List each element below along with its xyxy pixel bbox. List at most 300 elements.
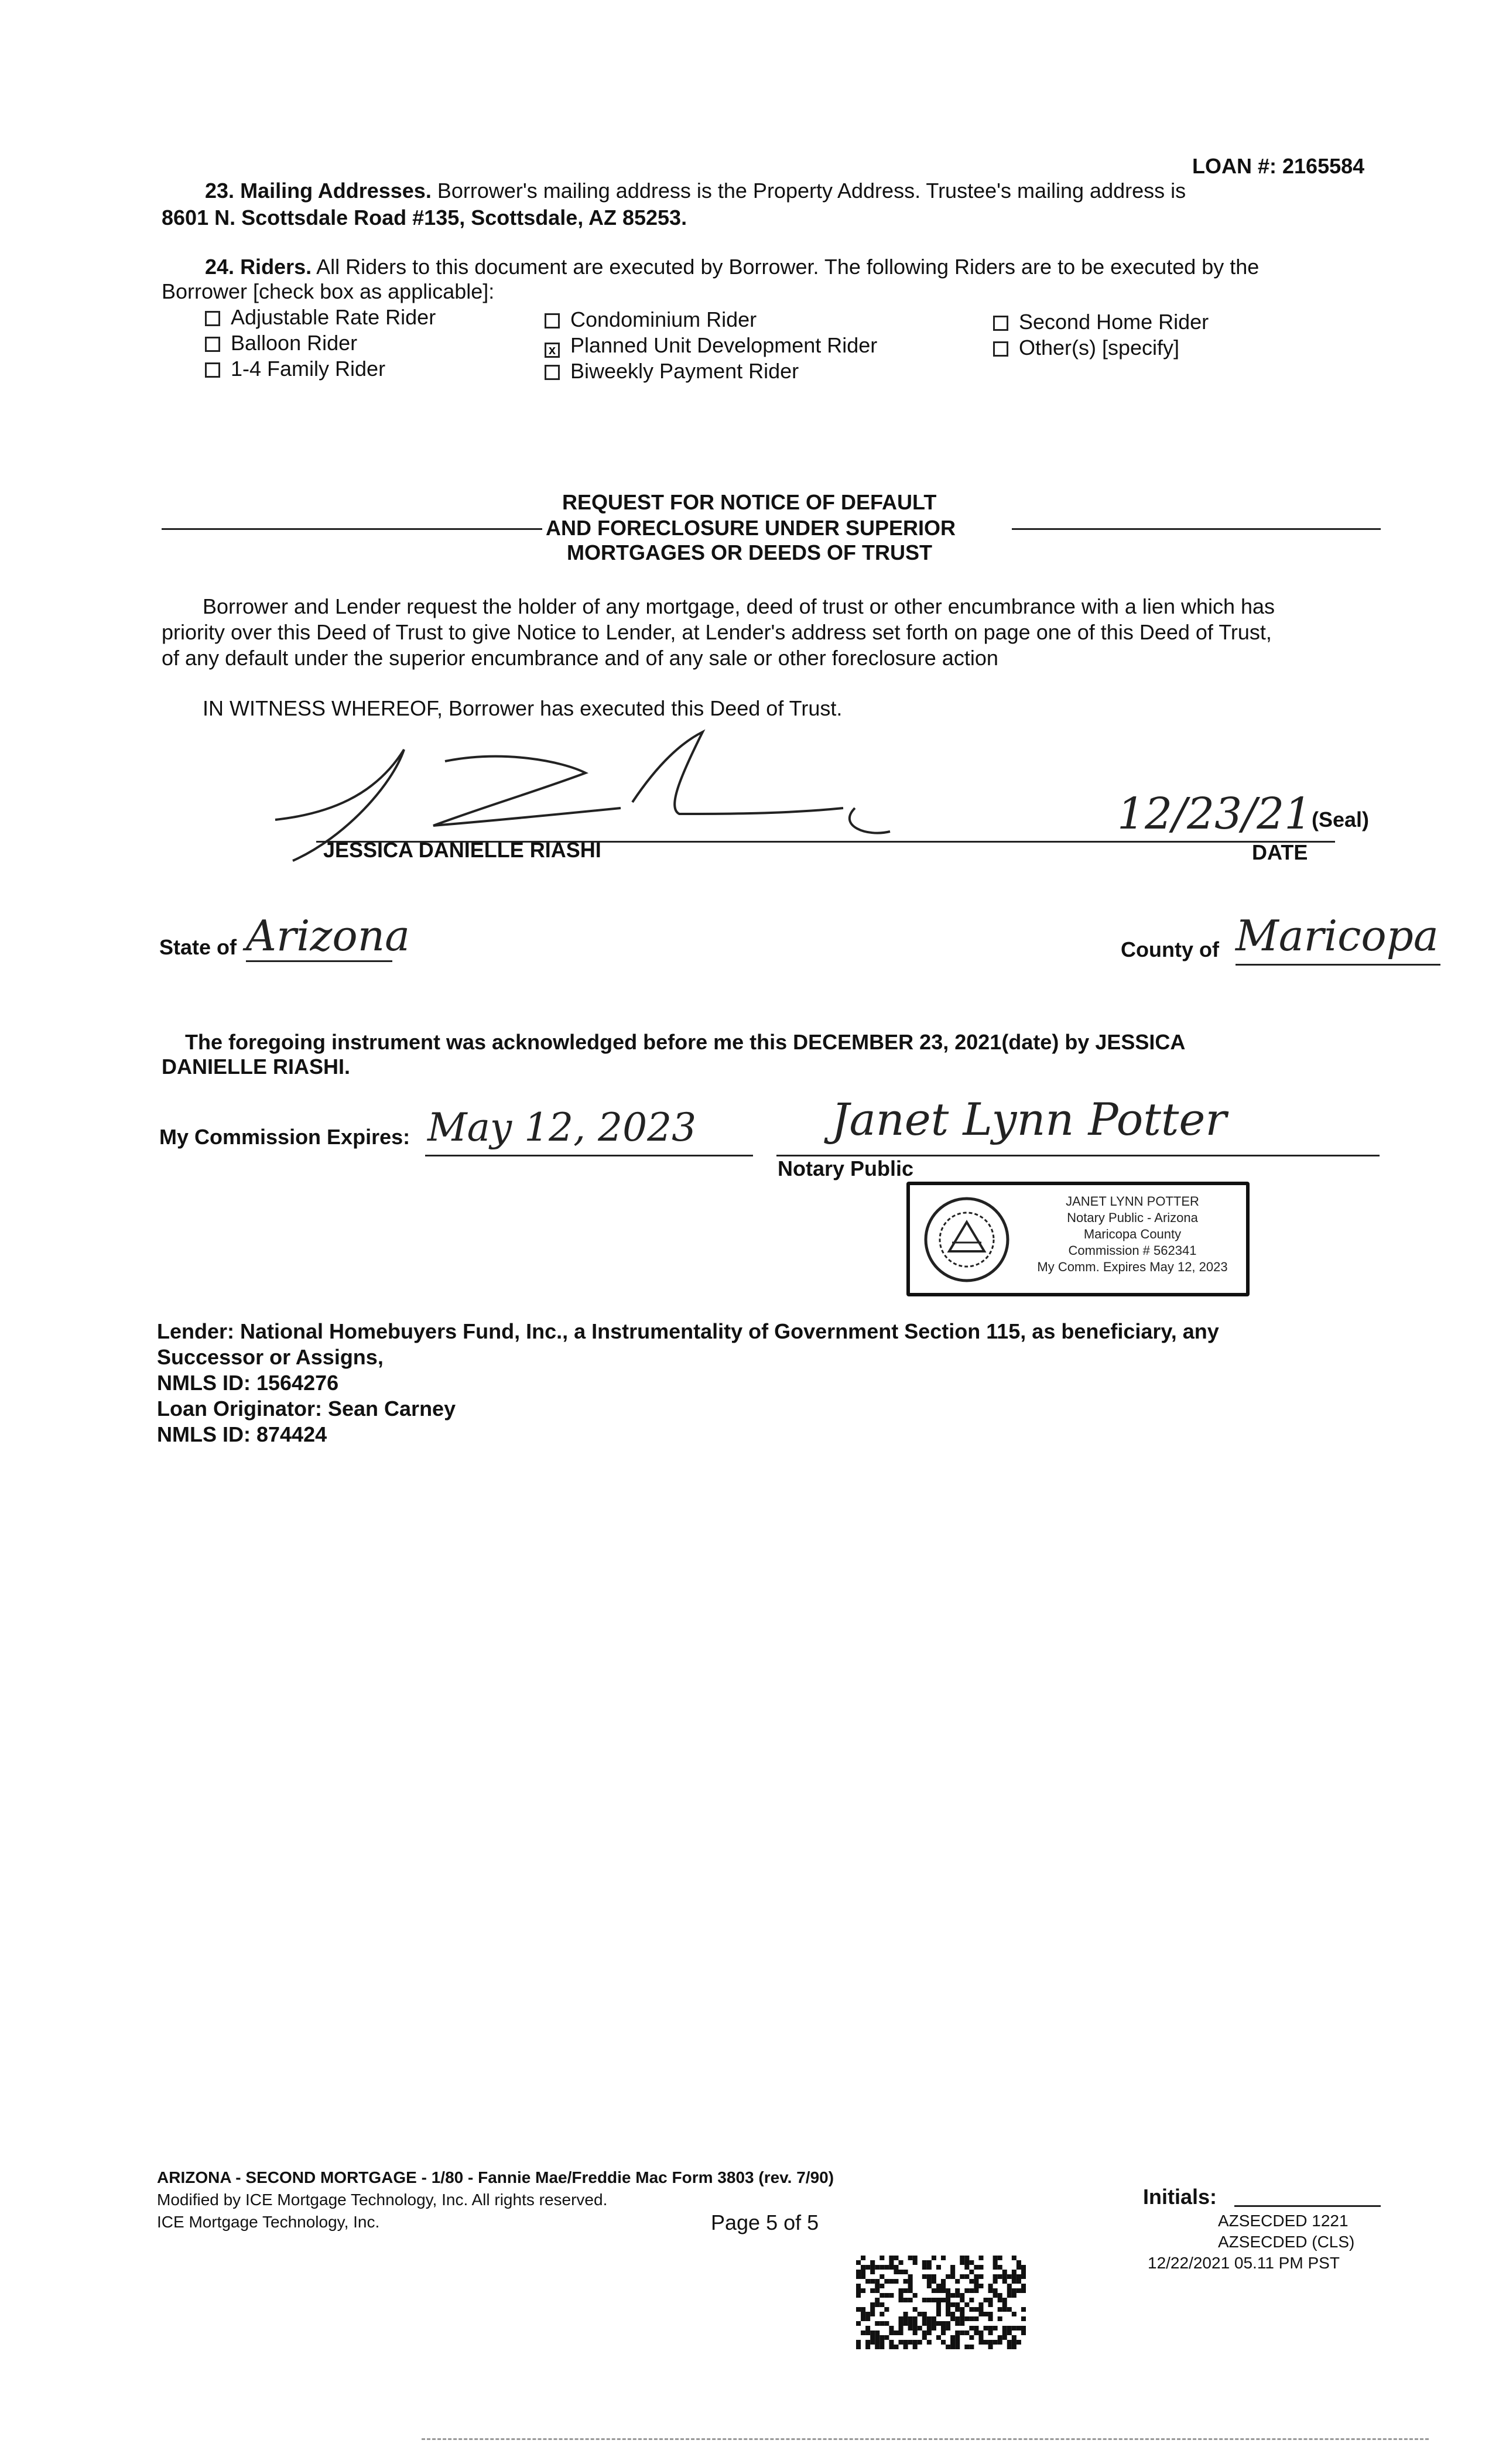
barcode-cell bbox=[927, 2279, 932, 2284]
barcode-cell bbox=[946, 2274, 950, 2279]
barcode-cell bbox=[879, 2321, 884, 2326]
request-body-1: Borrower and Lender request the holder of any mortgage, deed of trust or other encumbrance with a lien which has bbox=[203, 594, 1275, 618]
barcode-cell bbox=[922, 2274, 927, 2279]
barcode-cell bbox=[908, 2340, 913, 2345]
barcode-cell bbox=[998, 2307, 1002, 2312]
barcode-cell bbox=[998, 2316, 1002, 2321]
barcode-cell bbox=[913, 2256, 918, 2260]
barcode-cell bbox=[879, 2256, 884, 2260]
arizona-seal-icon bbox=[923, 1196, 1011, 1284]
barcode-cell bbox=[932, 2326, 936, 2330]
barcode-cell bbox=[856, 2345, 861, 2349]
barcode-cell bbox=[875, 2298, 879, 2302]
barcode-cell bbox=[894, 2265, 898, 2270]
barcode-cell bbox=[998, 2335, 1002, 2340]
barcode-cell bbox=[870, 2307, 875, 2312]
barcode-cell bbox=[913, 2326, 918, 2330]
barcode-cell bbox=[927, 2316, 932, 2321]
footer-code-2: AZSECDED (CLS) bbox=[1218, 2233, 1355, 2251]
barcode-cell bbox=[870, 2260, 875, 2265]
barcode-cell bbox=[875, 2330, 879, 2335]
barcode-cell bbox=[950, 2312, 955, 2316]
barcode-cell bbox=[879, 2312, 884, 2316]
barcode-cell bbox=[1012, 2270, 1017, 2274]
checkbox-icon[interactable] bbox=[993, 316, 1008, 331]
barcode-cell bbox=[1017, 2279, 1021, 2284]
barcode-cell bbox=[879, 2274, 884, 2279]
section-24-text-2: Borrower [check box as applicable]: bbox=[162, 279, 495, 303]
barcode-cell bbox=[927, 2321, 932, 2326]
barcode-cell bbox=[922, 2330, 927, 2335]
barcode-cell bbox=[913, 2307, 918, 2312]
page-number: Page 5 of 5 bbox=[711, 2210, 819, 2234]
barcode-icon bbox=[856, 2256, 1026, 2349]
barcode-cell bbox=[903, 2288, 908, 2293]
barcode-cell bbox=[960, 2330, 964, 2335]
loan-originator: Loan Originator: Sean Carney bbox=[157, 1397, 456, 1421]
barcode-cell bbox=[1007, 2293, 1012, 2298]
barcode-cell bbox=[941, 2298, 946, 2302]
barcode-cell bbox=[908, 2284, 913, 2288]
barcode-cell bbox=[879, 2340, 884, 2345]
barcode-cell bbox=[875, 2335, 879, 2340]
barcode-cell bbox=[974, 2330, 978, 2335]
lender-line-2: Successor or Assigns, bbox=[157, 1345, 384, 1369]
barcode-cell bbox=[913, 2330, 918, 2335]
rider-label: 1-4 Family Rider bbox=[231, 357, 386, 381]
barcode-cell bbox=[988, 2345, 993, 2349]
barcode-cell bbox=[889, 2260, 894, 2265]
barcode-cell bbox=[870, 2288, 875, 2293]
checkbox-icon[interactable] bbox=[993, 341, 1008, 357]
footer-code-1: AZSECDED 1221 bbox=[1218, 2212, 1349, 2230]
rider-second-home[interactable] bbox=[993, 309, 1209, 335]
checked-checkbox-icon[interactable]: x bbox=[545, 343, 560, 358]
notary-signature: Janet Lynn Potter bbox=[831, 1093, 1227, 1145]
barcode-cell bbox=[974, 2265, 978, 2270]
state-label: State of bbox=[159, 935, 237, 959]
barcode-cell bbox=[922, 2321, 927, 2326]
barcode-cell bbox=[875, 2284, 879, 2288]
barcode-cell bbox=[908, 2279, 913, 2284]
barcode-cell bbox=[1012, 2326, 1017, 2330]
barcode-cell bbox=[1021, 2330, 1026, 2335]
barcode-cell bbox=[950, 2302, 955, 2307]
request-title-1: REQUEST FOR NOTICE OF DEFAULT bbox=[562, 490, 937, 514]
request-body-2: priority over this Deed of Trust to give Notice to Lender, at Lender's address set forth on page one of this Deed of Trust, bbox=[162, 620, 1272, 644]
barcode-cell bbox=[964, 2274, 969, 2279]
section-24-text: All Riders to this document are executed by Borrower. The following Riders are to be executed by the bbox=[316, 255, 1260, 279]
barcode-cell bbox=[955, 2302, 960, 2307]
barcode-cell bbox=[1002, 2279, 1007, 2284]
barcode-cell bbox=[984, 2340, 988, 2345]
barcode-cell bbox=[927, 2340, 932, 2345]
barcode-cell bbox=[889, 2293, 894, 2298]
acknowledgment-line-1: The foregoing instrument was acknowledged before me this DECEMBER 23, 2021(date) by JESSICA bbox=[185, 1030, 1186, 1054]
rider-1-4-family[interactable] bbox=[205, 356, 385, 382]
barcode-cell bbox=[946, 2293, 950, 2298]
barcode-cell bbox=[993, 2293, 998, 2298]
barcode-cell bbox=[978, 2265, 983, 2270]
barcode-cell bbox=[875, 2340, 879, 2345]
barcode-cell bbox=[861, 2274, 865, 2279]
barcode-cell bbox=[884, 2307, 889, 2312]
initials-label: Initials: bbox=[1143, 2185, 1217, 2209]
barcode-cell bbox=[974, 2326, 978, 2330]
barcode-cell bbox=[978, 2284, 983, 2288]
barcode-cell bbox=[899, 2260, 903, 2265]
barcode-cell bbox=[889, 2345, 894, 2349]
barcode-cell bbox=[879, 2284, 884, 2288]
checkbox-icon[interactable] bbox=[205, 311, 220, 326]
barcode-cell bbox=[941, 2256, 946, 2260]
rider-label: Balloon Rider bbox=[231, 331, 358, 355]
barcode-cell bbox=[1021, 2284, 1026, 2288]
barcode-cell bbox=[946, 2307, 950, 2312]
footer-timestamp: 12/22/2021 05.11 PM PST bbox=[1148, 2254, 1340, 2272]
barcode-cell bbox=[889, 2279, 894, 2284]
barcode-cell bbox=[960, 2293, 964, 2298]
barcode-cell bbox=[936, 2265, 941, 2270]
barcode-cell bbox=[894, 2270, 898, 2274]
barcode-cell bbox=[899, 2293, 903, 2298]
barcode-cell bbox=[1012, 2335, 1017, 2340]
barcode-cell bbox=[941, 2279, 946, 2284]
section-24-heading: Riders. bbox=[240, 255, 312, 279]
acknowledgment-line-2: DANIELLE RIASHI. bbox=[162, 1055, 351, 1079]
barcode-cell bbox=[993, 2256, 998, 2260]
county-underline bbox=[1236, 964, 1440, 966]
barcode-cell bbox=[993, 2274, 998, 2279]
barcode-cell bbox=[884, 2279, 889, 2284]
barcode-cell bbox=[993, 2279, 998, 2284]
barcode-cell bbox=[1012, 2288, 1017, 2293]
section-24-number: 24. bbox=[205, 255, 235, 279]
barcode-cell bbox=[899, 2330, 903, 2335]
scan-edge-marks bbox=[422, 2438, 1429, 2440]
barcode-cell bbox=[969, 2316, 974, 2321]
barcode-cell bbox=[1021, 2307, 1026, 2312]
barcode-cell bbox=[1012, 2340, 1017, 2345]
barcode-cell bbox=[894, 2256, 898, 2260]
barcode-cell bbox=[1021, 2274, 1026, 2279]
barcode-cell bbox=[913, 2345, 918, 2349]
barcode-cell bbox=[978, 2340, 983, 2345]
barcode-cell bbox=[936, 2288, 941, 2293]
barcode-cell bbox=[960, 2256, 964, 2260]
barcode-cell bbox=[936, 2312, 941, 2316]
barcode-cell bbox=[918, 2312, 922, 2316]
barcode-cell bbox=[889, 2265, 894, 2270]
barcode-cell bbox=[1021, 2316, 1026, 2321]
barcode-cell bbox=[908, 2326, 913, 2330]
stamp-line: Notary Public - Arizona bbox=[1067, 1210, 1198, 1225]
barcode-cell bbox=[955, 2279, 960, 2284]
barcode-cell bbox=[856, 2321, 861, 2326]
barcode-cell bbox=[964, 2256, 969, 2260]
barcode-cell bbox=[946, 2288, 950, 2293]
barcode-cell bbox=[1012, 2345, 1017, 2349]
signature-date-handwritten: 12/23/21 bbox=[1117, 789, 1312, 839]
barcode-cell bbox=[993, 2340, 998, 2345]
barcode-cell bbox=[936, 2335, 941, 2340]
barcode-cell bbox=[1002, 2326, 1007, 2330]
barcode-cell bbox=[913, 2260, 918, 2265]
barcode-cell bbox=[889, 2256, 894, 2260]
barcode-cell bbox=[969, 2279, 974, 2284]
barcode-cell bbox=[974, 2316, 978, 2321]
barcode-cell bbox=[856, 2340, 861, 2345]
barcode-cell bbox=[927, 2274, 932, 2279]
barcode-cell bbox=[950, 2293, 955, 2298]
barcode-cell bbox=[1007, 2288, 1012, 2293]
barcode-cell bbox=[1007, 2340, 1012, 2345]
barcode-cell bbox=[950, 2265, 955, 2270]
barcode-cell bbox=[988, 2330, 993, 2335]
barcode-cell bbox=[969, 2345, 974, 2349]
barcode-cell bbox=[870, 2279, 875, 2284]
barcode-cell bbox=[908, 2274, 913, 2279]
barcode-cell bbox=[936, 2284, 941, 2288]
barcode-cell bbox=[875, 2345, 879, 2349]
stamp-line: Commission # 562341 bbox=[1068, 1243, 1197, 1258]
barcode-cell bbox=[879, 2335, 884, 2340]
barcode-cell bbox=[978, 2312, 983, 2316]
stamp-line: Maricopa County bbox=[1083, 1227, 1182, 1241]
barcode-cell bbox=[955, 2293, 960, 2298]
barcode-cell bbox=[955, 2321, 960, 2326]
rider-label: Other(s) [specify] bbox=[1019, 336, 1180, 360]
barcode-cell bbox=[922, 2260, 927, 2265]
notary-stamp bbox=[906, 1182, 1250, 1296]
barcode-cell bbox=[899, 2321, 903, 2326]
barcode-cell bbox=[974, 2284, 978, 2288]
barcode-cell bbox=[993, 2260, 998, 2265]
barcode-cell bbox=[879, 2345, 884, 2349]
barcode-cell bbox=[856, 2288, 861, 2293]
barcode-cell bbox=[908, 2256, 913, 2260]
barcode-cell bbox=[993, 2326, 998, 2330]
barcode-cell bbox=[946, 2345, 950, 2349]
barcode-cell bbox=[978, 2256, 983, 2260]
rider-balloon[interactable] bbox=[205, 330, 357, 356]
barcode-cell bbox=[955, 2288, 960, 2293]
rider-biweekly-payment[interactable] bbox=[545, 358, 799, 384]
barcode-cell bbox=[913, 2321, 918, 2326]
barcode-cell bbox=[927, 2260, 932, 2265]
barcode-cell bbox=[908, 2316, 913, 2321]
barcode-cell bbox=[950, 2316, 955, 2321]
barcode-cell bbox=[870, 2335, 875, 2340]
barcode-cell bbox=[1021, 2270, 1026, 2274]
barcode-cell bbox=[984, 2312, 988, 2316]
barcode-cell bbox=[875, 2265, 879, 2270]
barcode-cell bbox=[861, 2316, 865, 2321]
barcode-cell bbox=[927, 2284, 932, 2288]
barcode-cell bbox=[894, 2279, 898, 2284]
date-label: DATE bbox=[1252, 840, 1308, 864]
barcode-cell bbox=[1007, 2330, 1012, 2335]
barcode-cell bbox=[908, 2288, 913, 2293]
rider-adjustable-rate[interactable] bbox=[205, 304, 436, 330]
barcode-cell bbox=[903, 2340, 908, 2345]
barcode-cell bbox=[870, 2340, 875, 2345]
barcode-cell bbox=[978, 2330, 983, 2335]
barcode-cell bbox=[946, 2302, 950, 2307]
checkbox-icon[interactable] bbox=[545, 365, 560, 380]
barcode-cell bbox=[899, 2288, 903, 2293]
barcode-cell bbox=[899, 2270, 903, 2274]
barcode-cell bbox=[984, 2326, 988, 2330]
barcode-cell bbox=[899, 2326, 903, 2330]
loan-number: LOAN #: 2165584 bbox=[1192, 154, 1365, 178]
barcode-cell bbox=[955, 2307, 960, 2312]
lender-nmls: NMLS ID: 1564276 bbox=[157, 1371, 339, 1395]
barcode-cell bbox=[969, 2260, 974, 2265]
barcode-cell bbox=[913, 2340, 918, 2345]
barcode-cell bbox=[865, 2330, 870, 2335]
request-title-2: AND FORECLOSURE UNDER SUPERIOR bbox=[546, 516, 956, 540]
checkbox-icon[interactable] bbox=[205, 362, 220, 378]
barcode-cell bbox=[1007, 2326, 1012, 2330]
barcode-cell bbox=[1017, 2274, 1021, 2279]
initials-line bbox=[1234, 2205, 1381, 2207]
barcode-cell bbox=[1012, 2293, 1017, 2298]
barcode-cell bbox=[918, 2340, 922, 2345]
barcode-cell bbox=[870, 2330, 875, 2335]
barcode-cell bbox=[889, 2330, 894, 2335]
barcode-cell bbox=[865, 2312, 870, 2316]
barcode-cell bbox=[903, 2321, 908, 2326]
barcode-cell bbox=[861, 2270, 865, 2274]
barcode-cell bbox=[969, 2335, 974, 2340]
barcode-cell bbox=[950, 2335, 955, 2340]
barcode-cell bbox=[865, 2345, 870, 2349]
barcode-cell bbox=[1017, 2265, 1021, 2270]
barcode-cell bbox=[960, 2321, 964, 2326]
rider-planned-unit-development[interactable] bbox=[545, 333, 877, 358]
barcode-cell bbox=[1021, 2288, 1026, 2293]
barcode-cell bbox=[856, 2293, 861, 2298]
barcode-cell bbox=[861, 2288, 865, 2293]
barcode-cell bbox=[927, 2265, 932, 2270]
barcode-cell bbox=[932, 2298, 936, 2302]
barcode-cell bbox=[1002, 2274, 1007, 2279]
barcode-cell bbox=[856, 2270, 861, 2274]
barcode-cell bbox=[894, 2330, 898, 2335]
barcode-cell bbox=[946, 2312, 950, 2316]
barcode-cell bbox=[1017, 2326, 1021, 2330]
barcode-cell bbox=[927, 2326, 932, 2330]
barcode-cell bbox=[969, 2288, 974, 2293]
barcode-cell bbox=[941, 2340, 946, 2345]
barcode-cell bbox=[903, 2316, 908, 2321]
checkbox-icon[interactable] bbox=[545, 313, 560, 328]
barcode-cell bbox=[875, 2279, 879, 2284]
barcode-cell bbox=[941, 2288, 946, 2293]
barcode-cell bbox=[941, 2326, 946, 2330]
barcode-cell bbox=[894, 2345, 898, 2349]
barcode-cell bbox=[984, 2298, 988, 2302]
barcode-cell bbox=[988, 2326, 993, 2330]
section-23-text: Borrower's mailing address is the Property Address. Trustee's mailing address is bbox=[437, 179, 1186, 203]
barcode-cell bbox=[1017, 2288, 1021, 2293]
barcode-cell bbox=[974, 2279, 978, 2284]
footer-form-line: ARIZONA - SECOND MORTGAGE - 1/80 - Fannie Mae/Freddie Mac Form 3803 (rev. 7/90) bbox=[157, 2168, 834, 2186]
barcode-cell bbox=[861, 2256, 865, 2260]
trustee-address: 8601 N. Scottsdale Road #135, Scottsdale, AZ 85253. bbox=[162, 206, 687, 230]
barcode-cell bbox=[1002, 2330, 1007, 2335]
barcode-cell bbox=[936, 2298, 941, 2302]
barcode-cell bbox=[861, 2265, 865, 2270]
barcode-cell bbox=[927, 2330, 932, 2335]
barcode-cell bbox=[998, 2340, 1002, 2345]
barcode-cell bbox=[922, 2265, 927, 2270]
barcode-cell bbox=[978, 2274, 983, 2279]
section-23-number: 23. bbox=[205, 179, 235, 203]
barcode-cell bbox=[884, 2293, 889, 2298]
barcode-cell bbox=[1002, 2270, 1007, 2274]
barcode-cell bbox=[875, 2288, 879, 2293]
request-title-3: MORTGAGES OR DEEDS OF TRUST bbox=[567, 540, 933, 564]
barcode-cell bbox=[1007, 2274, 1012, 2279]
barcode-cell bbox=[856, 2274, 861, 2279]
barcode-cell bbox=[960, 2312, 964, 2316]
request-body-3: of any default under the superior encumbrance and of any sale or other foreclosure action bbox=[162, 646, 998, 670]
state-underline bbox=[246, 960, 392, 962]
barcode-cell bbox=[861, 2312, 865, 2316]
footer-company: ICE Mortgage Technology, Inc. bbox=[157, 2213, 380, 2231]
barcode-cell bbox=[974, 2288, 978, 2293]
commission-label: My Commission Expires: bbox=[159, 1125, 410, 1149]
barcode-cell bbox=[964, 2345, 969, 2349]
barcode-cell bbox=[974, 2274, 978, 2279]
barcode-cell bbox=[903, 2345, 908, 2349]
barcode-cell bbox=[861, 2330, 865, 2335]
barcode-cell bbox=[936, 2321, 941, 2326]
rider-other[interactable] bbox=[993, 335, 1179, 361]
barcode-cell bbox=[960, 2274, 964, 2279]
commission-value: May 12, 2023 bbox=[427, 1105, 697, 1150]
barcode-cell bbox=[922, 2316, 927, 2321]
barcode-cell bbox=[1002, 2307, 1007, 2312]
barcode-cell bbox=[1012, 2274, 1017, 2279]
barcode-cell bbox=[884, 2335, 889, 2340]
checkbox-icon[interactable] bbox=[205, 337, 220, 352]
section-23-heading: Mailing Addresses. bbox=[240, 179, 432, 203]
barcode-cell bbox=[932, 2256, 936, 2260]
barcode-cell bbox=[950, 2345, 955, 2349]
barcode-cell bbox=[865, 2316, 870, 2321]
barcode-cell bbox=[922, 2312, 927, 2316]
county-label: County of bbox=[1121, 937, 1219, 961]
barcode-cell bbox=[978, 2307, 983, 2312]
rider-condominium[interactable] bbox=[545, 307, 757, 333]
barcode-cell bbox=[875, 2321, 879, 2326]
barcode-cell bbox=[1012, 2256, 1017, 2260]
barcode-cell bbox=[908, 2321, 913, 2326]
barcode-cell bbox=[1002, 2302, 1007, 2307]
barcode-cell bbox=[964, 2316, 969, 2321]
barcode-cell bbox=[988, 2284, 993, 2288]
barcode-cell bbox=[941, 2284, 946, 2288]
barcode-cell bbox=[889, 2326, 894, 2330]
barcode-cell bbox=[969, 2298, 974, 2302]
commission-underline bbox=[425, 1155, 753, 1156]
lender-line-1: Lender: National Homebuyers Fund, Inc., a Instrumentality of Government Section 115, as beneficiary, any bbox=[157, 1319, 1219, 1343]
barcode-cell bbox=[865, 2340, 870, 2345]
barcode-cell bbox=[960, 2307, 964, 2312]
